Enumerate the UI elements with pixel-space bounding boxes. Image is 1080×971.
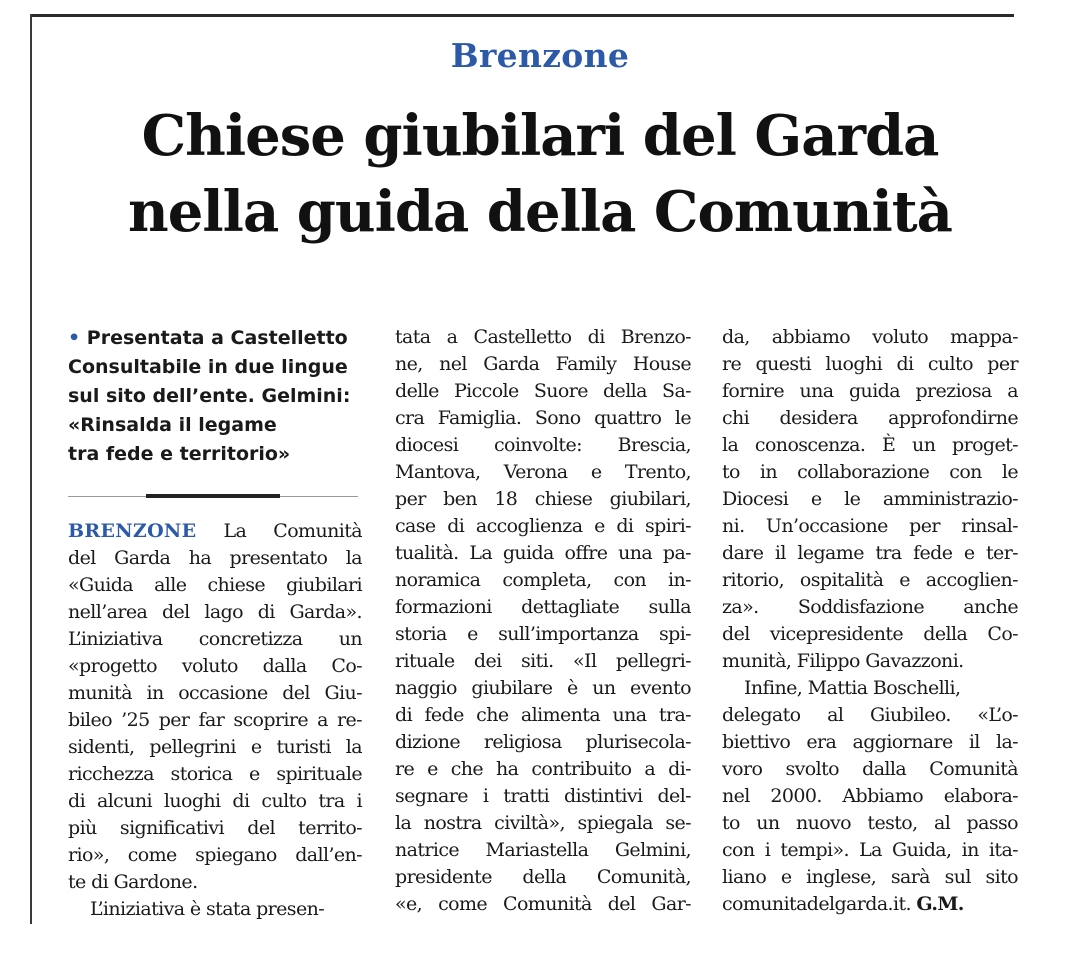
body-line: presidente della Comunità, bbox=[395, 866, 691, 888]
headline-line: Chiese giubilari del Garda bbox=[141, 103, 939, 169]
body-line: del Garda ha presentato la bbox=[68, 547, 362, 569]
body-line: te di Gardone. bbox=[68, 871, 198, 893]
headline bbox=[40, 98, 1040, 250]
top-rule bbox=[30, 14, 1014, 17]
body-line: case di accoglienza e di spiri- bbox=[395, 515, 691, 537]
body-line: natrice Mariastella Gelmini, bbox=[395, 839, 691, 861]
body-line: nell’area del lago di Garda». bbox=[68, 601, 362, 623]
body-line: segnare i tratti distintivi del- bbox=[395, 785, 691, 807]
body-line: storia e sull’importanza spi- bbox=[395, 623, 691, 645]
body-line: la conoscenza. È un proget- bbox=[722, 434, 1018, 456]
body-line: re e che ha contribuito a di- bbox=[395, 758, 691, 780]
subtitle-divider-accent bbox=[146, 494, 280, 498]
body-line: di fede che alimenta una tra- bbox=[395, 704, 691, 726]
body-line: «progetto voluto dalla Co- bbox=[68, 655, 362, 677]
subtitle-line: tra fede e territorio» bbox=[68, 443, 291, 465]
body-line: del vicepresidente della Co- bbox=[722, 623, 1018, 645]
body-line: noramica completa, con in- bbox=[395, 569, 691, 591]
body-line: naggio giubilare è un evento bbox=[395, 677, 691, 699]
body-line: Diocesi e le amministrazio- bbox=[722, 488, 1018, 510]
body-line: biettivo era aggiornare il la- bbox=[722, 731, 1018, 753]
body-line: da, abbiamo voluto mappa- bbox=[722, 326, 1018, 348]
body-line: rituale dei siti. «Il pellegri- bbox=[395, 650, 691, 672]
body-line: formazioni dettagliate sulla bbox=[395, 596, 691, 618]
body-line: «e, come Comunità del Gar- bbox=[395, 893, 691, 915]
column-2 bbox=[395, 324, 691, 918]
subtitle-line: Consultabile in due lingue bbox=[68, 356, 348, 378]
body-line: ricchezza storica e spirituale bbox=[68, 763, 362, 785]
body-line: dare il legame tra fede e ter- bbox=[722, 542, 1018, 564]
body-line: Infine, Mattia Boschelli, bbox=[744, 677, 961, 699]
column-3 bbox=[722, 324, 1018, 918]
body-line: dizione religiosa plurisecola- bbox=[395, 731, 691, 753]
body-line: munità in occasione del Giu- bbox=[68, 682, 362, 704]
body-line: re questi luoghi di culto per bbox=[722, 353, 1018, 375]
body-line: munità, Filippo Gavazzoni. bbox=[722, 650, 964, 672]
body-line: ni. Un’occasione per rinsal- bbox=[722, 515, 1018, 537]
body-line: cra Famiglia. Sono quattro le bbox=[395, 407, 691, 429]
body-line: Mantova, Verona e Trento, bbox=[395, 461, 691, 483]
body-line: BRENZONE La Comunità bbox=[68, 520, 362, 542]
body-line bbox=[722, 891, 1018, 918]
kicker: Brenzone bbox=[450, 36, 630, 75]
body-line: diocesi coinvolte: Brescia, bbox=[395, 434, 691, 456]
body-line: to in collaborazione con le bbox=[722, 461, 1018, 483]
body-line: di alcuni luoghi di culto tra i bbox=[68, 790, 362, 812]
subtitle-line: sul sito dell’ente. Gelmini: bbox=[68, 385, 351, 407]
dateline: BRENZONE bbox=[68, 520, 197, 542]
body-line: per ben 18 chiese giubilari, bbox=[395, 488, 691, 510]
author-signature: G.M. bbox=[916, 893, 964, 915]
body-line: «Guida alle chiese giubilari bbox=[68, 574, 362, 596]
body-line: chi desidera approfondirne bbox=[722, 407, 1018, 429]
body-line: to un nuovo testo, al passo bbox=[722, 812, 1018, 834]
body-line: ne, nel Garda Family House bbox=[395, 353, 691, 375]
body-line: con i tempi». La Guida, in ita- bbox=[722, 839, 1018, 861]
body-line: fornire una guida preziosa a bbox=[722, 380, 1018, 402]
body-line: L’iniziativa concretizza un bbox=[68, 628, 362, 650]
body-line: più significativi del territo- bbox=[68, 817, 362, 839]
subtitle-line: Presentata a Castelletto bbox=[86, 327, 348, 349]
subtitle-line: «Rinsalda il legame bbox=[68, 414, 277, 436]
body-line: voro svolto dalla Comunità bbox=[722, 758, 1018, 780]
body-line: nel 2000. Abbiamo elabora- bbox=[722, 785, 1018, 807]
subtitle bbox=[68, 324, 368, 469]
left-rule bbox=[30, 14, 32, 924]
body-line: delle Piccole Suore della Sa- bbox=[395, 380, 691, 402]
website-link[interactable]: comunitadelgarda.it. bbox=[722, 893, 911, 915]
body-line: L’iniziativa è stata presen- bbox=[90, 898, 325, 920]
body-line: tualità. La guida offre una pa- bbox=[395, 542, 691, 564]
body-line: rio», come spiegano dall’en- bbox=[68, 844, 362, 866]
body-line: bileo ’25 per far scoprire a re- bbox=[68, 709, 362, 731]
body-line: liano e inglese, sarà sul sito bbox=[722, 866, 1018, 888]
body-line: ritorio, ospitalità e accoglien- bbox=[722, 569, 1018, 591]
body-line: tata a Castelletto di Brenzo- bbox=[395, 326, 691, 348]
bullet-icon: • bbox=[68, 327, 81, 349]
column-1 bbox=[68, 518, 362, 923]
body-line: za». Soddisfazione anche bbox=[722, 596, 1018, 618]
headline-line: nella guida della Comunità bbox=[128, 179, 952, 245]
body-line: la nostra civiltà», spiegala se- bbox=[395, 812, 691, 834]
body-line: delegato al Giubileo. «L’o- bbox=[722, 704, 1018, 726]
body-line: sidenti, pellegrini e turisti la bbox=[68, 736, 362, 758]
